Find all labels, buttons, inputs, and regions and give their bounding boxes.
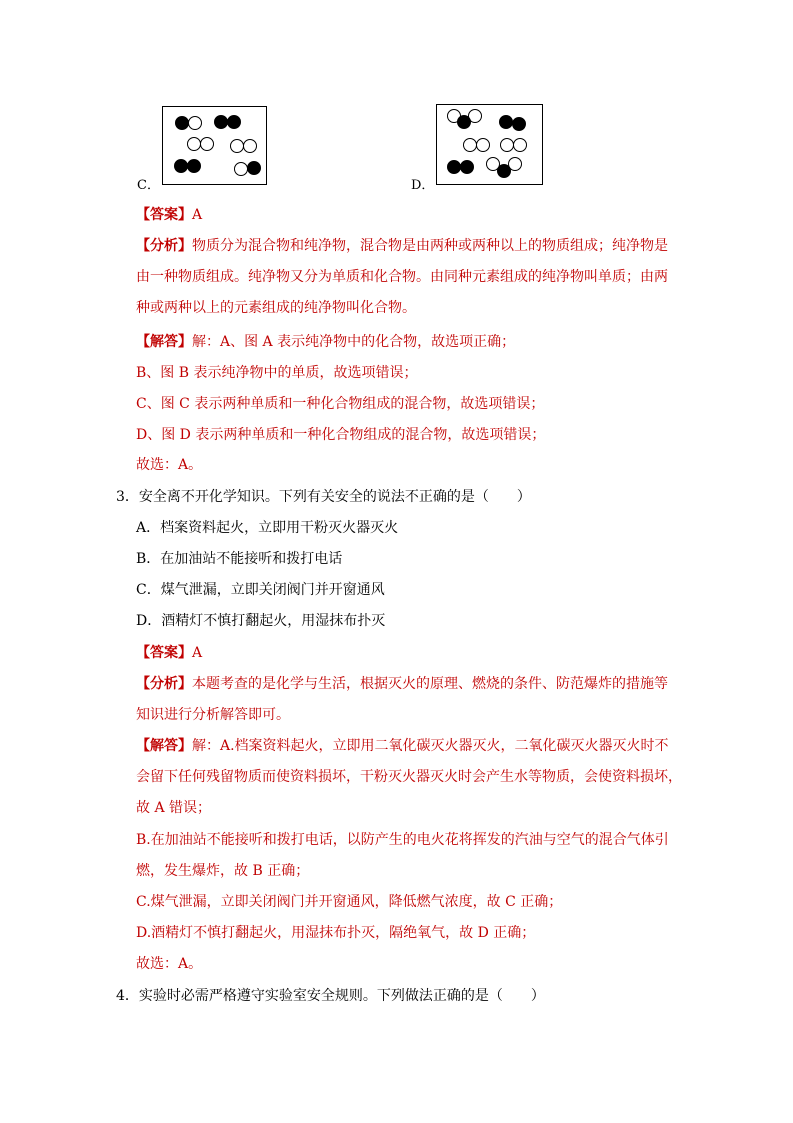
q3-analysis-text-1: 本题考查的是化学与生活，根据灭火的原理、燃烧的条件、防范爆炸的措施等	[192, 676, 668, 692]
q2-solution-text-1: 解：A、图 A 表示纯净物中的化合物，故选项正确；	[192, 334, 516, 350]
q2-analysis-line-3: 种或两种以上的元素组成的纯净物叫化合物。	[136, 300, 416, 316]
q3-solution-line-4: B.在加油站不能接听和拨打电话，以防产生的电火花将挥发的汽油与空气的混合气体引	[136, 832, 669, 848]
q2-solution-line-3: C、图 C 表示两种单质和一种化合物组成的混合物，故选项错误；	[136, 396, 545, 412]
q3-analysis-line-2: 知识进行分析解答即可。	[136, 707, 290, 723]
q3-solution-line-6: C.煤气泄漏，立即关闭阀门并开窗通风，降低燃气浓度，故 C 正确；	[136, 894, 563, 910]
q3-solution-line-1	[136, 736, 669, 756]
q3-answer-value: A	[192, 645, 203, 661]
q2-analysis-line-1	[136, 236, 668, 256]
q2-answer-tag: 【答案】	[136, 207, 192, 223]
q4-stem: 4．实验时必需严格遵守实验室安全规则。下列做法正确的是（ ）	[116, 988, 545, 1004]
q3-analysis-line-1	[136, 674, 668, 694]
figure-c-label: C．	[137, 178, 160, 193]
q3-option-d: D．酒精灯不慎打翻起火，用湿抹布扑灭	[136, 613, 386, 629]
q3-conclusion: 故选：A。	[136, 956, 203, 972]
figure-c-diagram	[162, 106, 268, 186]
q3-solution-text-1: 解：A.档案资料起火，立即用二氧化碳灭火器灭火，二氧化碳灭火器灭火时不	[192, 738, 669, 754]
q3-solution-line-3: 故 A 错误；	[136, 800, 212, 816]
q2-answer-value: A	[192, 207, 203, 223]
q3-solution-line-5: 燃，发生爆炸，故 B 正确；	[136, 863, 310, 879]
q2-solution-line-1	[136, 332, 515, 352]
q2-analysis-text-1: 物质分为混合物和纯净物，混合物是由两种或两种以上的物质组成；纯净物是	[192, 238, 668, 254]
q3-option-a: A．档案资料起火，立即用干粉灭火器灭火	[136, 520, 399, 536]
q3-analysis-tag: 【分析】	[136, 676, 192, 692]
q3-answer-tag: 【答案】	[136, 645, 192, 661]
q3-stem: 3．安全离不开化学知识。下列有关安全的说法不正确的是（ ）	[116, 489, 531, 505]
q2-answer-line	[136, 205, 202, 225]
q3-solution-tag: 【解答】	[136, 738, 192, 754]
q2-solution-line-2: B、图 B 表示纯净物中的单质，故选项错误；	[136, 365, 418, 381]
q3-solution-line-7: D.酒精灯不慎打翻起火，用湿抹布扑灭，隔绝氧气，故 D 正确；	[136, 925, 536, 941]
q3-solution-line-2: 会留下任何残留物质而使资料损坏，干粉灭火器灭火时会产生水等物质，会使资料损坏，	[136, 769, 682, 785]
q2-analysis-line-2: 由一种物质组成。纯净物又分为单质和化合物。由同种元素组成的纯净物叫单质；由两	[136, 269, 668, 285]
q2-conclusion: 故选：A。	[136, 457, 203, 473]
q3-answer-line	[136, 643, 202, 663]
q2-solution-tag: 【解答】	[136, 334, 192, 350]
q3-option-b: B．在加油站不能接听和拨打电话	[136, 551, 343, 567]
q2-solution-line-4: D、图 D 表示两种单质和一种化合物组成的混合物，故选项错误；	[136, 427, 546, 443]
q3-option-c: C．煤气泄漏，立即关闭阀门并开窗通风	[136, 582, 385, 598]
q2-analysis-tag: 【分析】	[136, 238, 192, 254]
figure-d-diagram	[436, 104, 544, 186]
figure-d-label: D．	[411, 178, 435, 193]
